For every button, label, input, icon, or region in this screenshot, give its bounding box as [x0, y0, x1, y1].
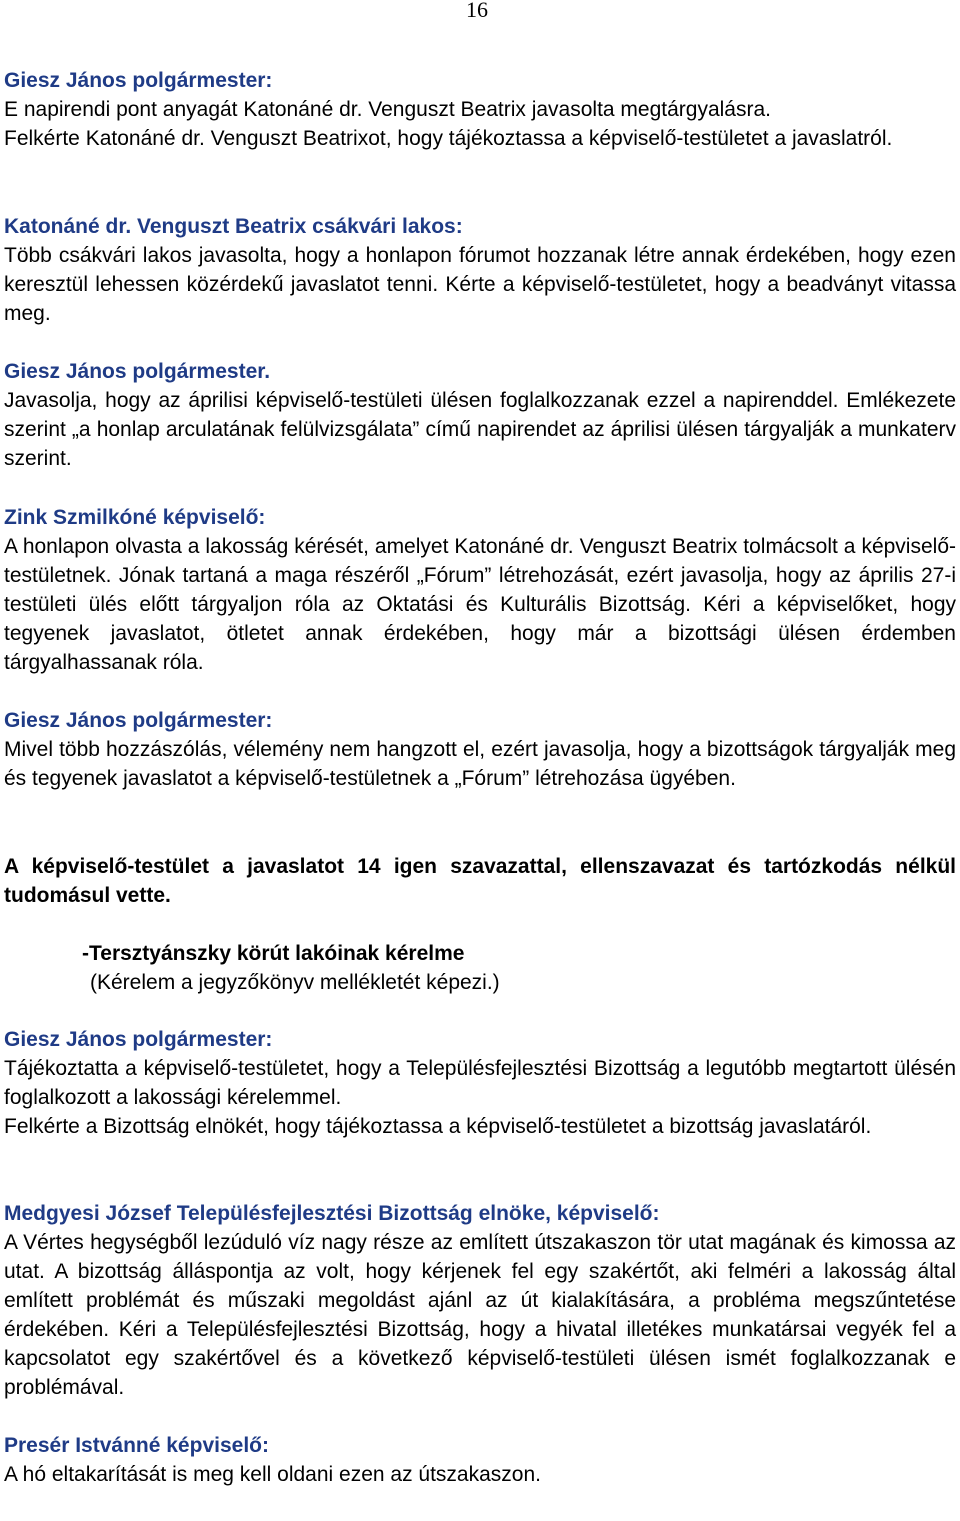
page-number: 16 [466, 0, 488, 22]
section-medgyesi [4, 1199, 956, 1402]
paragraph: Felkérte Katonáné dr. Venguszt Beatrixot, hogy tájékoztassa a képviselő-testületet a javaslatról. [4, 127, 893, 150]
paragraph: Javasolja, hogy az áprilisi képviselő-testületi ülésen foglalkozzanak ezzel a napirenddel. Emlékezete szerint „a honlap arculatának felülvizsgálata” című napirendet az áprilisi ülésen tárgyalják a munkaterv szerint. [4, 389, 956, 470]
resolution-text: A képviselő-testület a javaslatot 14 igen szavazattal, ellenszavazat és tartózkodás nélkül tudomásul vette. [4, 855, 956, 907]
speaker-name: Katonáné dr. Venguszt Beatrix csákvári lakos: [4, 215, 463, 238]
speaker-name: Presér Istvánné képviselő: [4, 1434, 269, 1457]
paragraph: Tájékoztatta a képviselő-testületet, hogy a Településfejlesztési Bizottság a legutóbb megtartott ülésén foglalkozott a lakossági kérelemmel. [4, 1057, 956, 1109]
paragraph: A honlapon olvasta a lakosság kérését, amelyet Katonáné dr. Venguszt Beatrix tolmácsolt a képviselő-testületnek. Jónak tartaná a maga részéről „Fórum” létrehozását, ezért javasolja, hogy az április 27-i testületi ülés előtt tárgyaljon róla az Oktatási és Kulturális Bizottság. Kéri a képviselőket, hogy tegyenek javaslatot, ötletet annak érdekében, hogy már a bizottsági ülésen érdemben tárgyalhassanak róla. [4, 535, 956, 674]
paragraph: A Vértes hegységből lezúduló víz nagy része az említett útszakaszon tör utat magának és kimossa az utat. A bizottság álláspontja az volt, hogy kérjenek fel egy szakértőt, aki felméri a lakosság által említett problémát és műszaki megoldást ajánl az út kialakítására, a probléma megszűntetése érdekében. Kéri a Településfejlesztési Bizottság, hogy a hivatal illetékes munkatársai vegyék fel a kapcsolatot egy szakértővel és a következő képviselő-testületi ülésen ismét foglalkozzanak e problémával. [4, 1231, 956, 1399]
section-katonane [4, 212, 956, 328]
speaker-name: Giesz János polgármester: [4, 1028, 273, 1051]
paragraph: Felkérte a Bizottság elnökét, hogy tájékoztassa a képviselő-testületet a bizottság javaslatáról. [4, 1115, 872, 1138]
paragraph: A hó eltakarítását is meg kell oldani ezen az útszakaszon. [4, 1463, 541, 1486]
paragraph: Több csákvári lakos javasolta, hogy a honlapon fórumot hozzanak létre annak érdekében, hogy ezen keresztül lehessen közérdekű javaslatot tenni. Kérte a képviselő-testületet, hogy a beadványt vitassa meg. [4, 244, 956, 325]
speaker-name: Giesz János polgármester. [4, 360, 271, 383]
section-mayor-intro [4, 66, 956, 153]
agenda-item-title: -Tersztyánszky körút lakóinak kérelme [82, 942, 465, 965]
paragraph: E napirendi pont anyagát Katonáné dr. Venguszt Beatrix javasolta megtárgyalásra. [4, 98, 771, 121]
section-mayor-summary [4, 706, 956, 793]
speaker-name: Giesz János polgármester: [4, 69, 273, 92]
paragraph: Mivel több hozzászólás, vélemény nem hangzott el, ezért javasolja, hogy a bizottságok tárgyalják meg és tegyenek javaslatot a képviselő-testületnek a „Fórum” létrehozása ügyében. [4, 738, 956, 790]
resolution-block [4, 852, 956, 910]
speaker-name: Zink Szmilkóné képviselő: [4, 506, 266, 529]
agenda-item-note: (Kérelem a jegyzőkönyv mellékletét képezi.) [90, 971, 500, 994]
speaker-name: Giesz János polgármester: [4, 709, 273, 732]
section-mayor-reply [4, 357, 956, 473]
speaker-name: Medgyesi József Településfejlesztési Bizottság elnöke, képviselő: [4, 1202, 660, 1225]
section-mayor-agenda [4, 1025, 956, 1141]
section-zink [4, 503, 956, 677]
section-preser [4, 1431, 956, 1489]
